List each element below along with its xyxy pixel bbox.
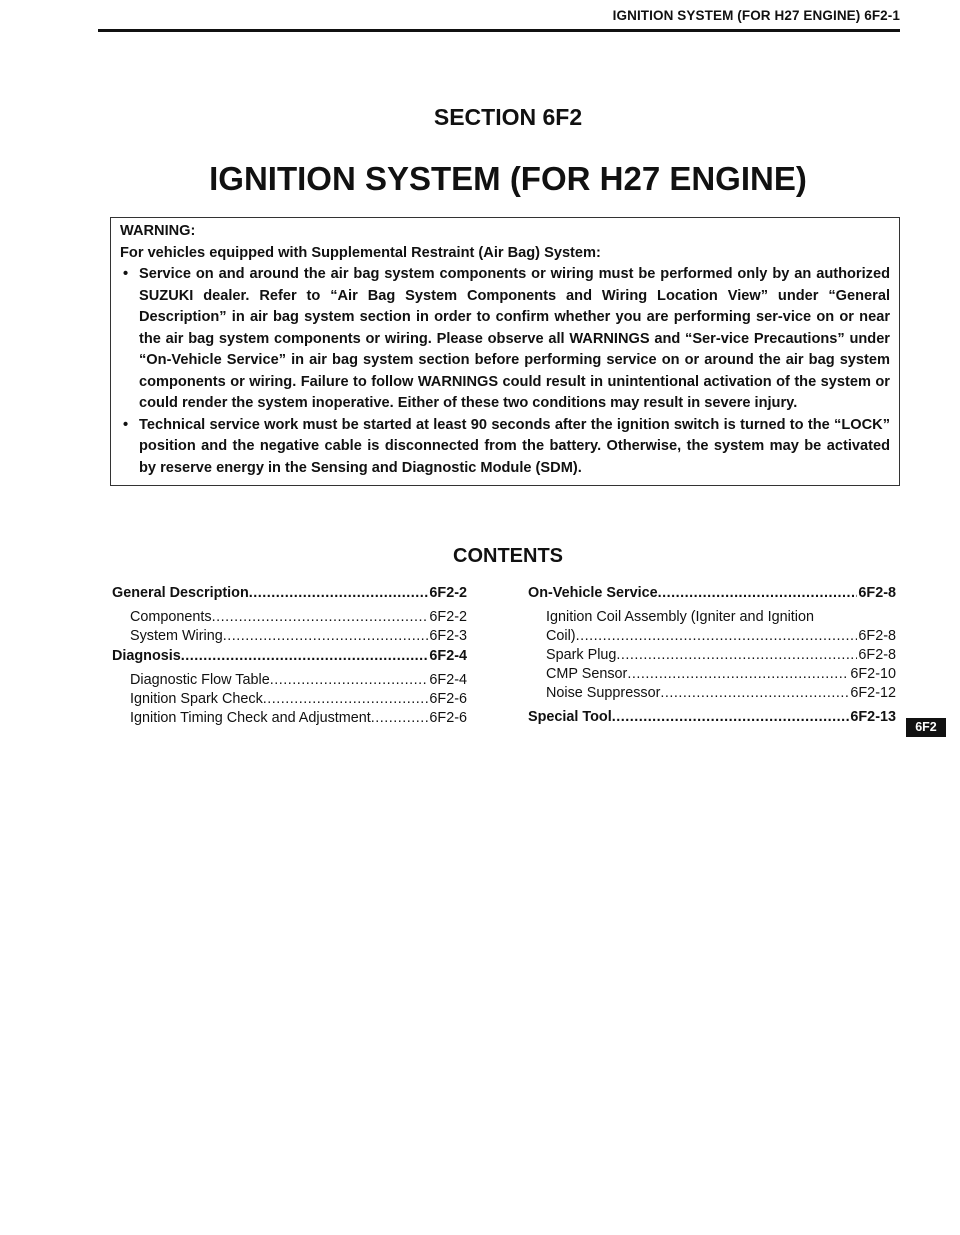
bullet-icon: • bbox=[123, 416, 129, 433]
toc-entry-title: Spark Plug bbox=[546, 647, 617, 663]
warning-item bbox=[120, 415, 890, 480]
toc-entry-title: General Description bbox=[112, 585, 249, 601]
toc-entry-noise-suppressor[interactable] bbox=[528, 684, 896, 703]
toc-entry-spark-plug[interactable] bbox=[528, 646, 896, 665]
warning-item-text: Service on and around the air bag system components or wiring must be performed only by an authorized SUZUKI dealer. Refer to “Air Bag System Components and Wiring Location View” under “General Description” in air bag system section in order to confirm whether you are performing ser-vice on or near the air bag system components or wiring. Please observe all WARNINGS and “Ser-vice Precautions” under “On-Vehicle Service” in air bag system section before performing service on or around the air bag system components or wiring. Failure to follow WARNINGS could result in unintentional activation of the system or could render the system inoperative. Either of these two conditions may result in severe injury. bbox=[139, 266, 890, 411]
toc-entry-general-description[interactable] bbox=[112, 584, 467, 603]
toc-entry-title: Diagnosis bbox=[112, 648, 181, 664]
toc-entry-ignition-timing-check[interactable] bbox=[112, 709, 467, 728]
toc-entry-ignition-coil-assembly-cont[interactable] bbox=[528, 627, 896, 646]
warning-heading: WARNING: bbox=[120, 223, 196, 239]
warning-box bbox=[110, 217, 900, 486]
page-title: IGNITION SYSTEM (FOR H27 ENGINE) bbox=[209, 160, 807, 197]
toc-entry-page: 6F2-2 bbox=[429, 585, 467, 601]
toc-leader bbox=[616, 646, 857, 665]
toc-leader bbox=[270, 671, 429, 690]
toc-entry-page: 6F2-4 bbox=[429, 648, 467, 664]
running-header: IGNITION SYSTEM (FOR H27 ENGINE) 6F2-1 bbox=[612, 8, 900, 23]
toc-entry-system-wiring[interactable] bbox=[112, 627, 467, 646]
toc-entry-title: Components bbox=[130, 609, 212, 625]
toc-leader bbox=[263, 690, 429, 709]
toc-entry-page: 6F2-8 bbox=[858, 647, 896, 663]
contents-heading: CONTENTS bbox=[453, 545, 563, 567]
toc-entry-title: Ignition Coil Assembly (Igniter and Ignition bbox=[546, 609, 814, 625]
toc-entry-title: System Wiring bbox=[130, 628, 223, 644]
section-tab-marker: 6F2 bbox=[906, 718, 946, 737]
toc-entry-page: 6F2-8 bbox=[858, 628, 896, 644]
warning-item bbox=[120, 264, 890, 415]
toc-leader bbox=[658, 584, 858, 603]
toc-entry-page: 6F2-8 bbox=[858, 585, 896, 601]
toc-entry-title: CMP Sensor bbox=[546, 666, 628, 682]
warning-intro: For vehicles equipped with Supplemental Restraint (Air Bag) System: bbox=[120, 244, 601, 261]
toc-leader bbox=[223, 627, 429, 646]
toc-entry-title: Noise Suppressor bbox=[546, 685, 661, 701]
toc-entry-title: On-Vehicle Service bbox=[528, 585, 658, 601]
toc-entry-page: 6F2-13 bbox=[850, 709, 896, 725]
toc-entry-components[interactable] bbox=[112, 608, 467, 627]
toc-leader bbox=[612, 708, 850, 727]
section-label: SECTION 6F2 bbox=[433, 104, 583, 130]
toc-entry-title: Ignition Spark Check bbox=[130, 691, 263, 707]
bullet-icon: • bbox=[123, 266, 129, 282]
toc-leader bbox=[181, 647, 429, 666]
toc-leader bbox=[627, 665, 849, 684]
toc-entry-ignition-coil-assembly[interactable] bbox=[528, 608, 896, 627]
toc-leader bbox=[371, 709, 429, 728]
toc-right-column bbox=[528, 584, 896, 727]
toc-entry-on-vehicle-service[interactable] bbox=[528, 584, 896, 603]
toc-entry-page: 6F2-10 bbox=[850, 666, 896, 682]
toc-entry-page: 6F2-3 bbox=[429, 628, 467, 644]
toc-entry-page: 6F2-6 bbox=[429, 710, 467, 726]
toc-entry-page: 6F2-12 bbox=[850, 685, 896, 701]
toc-leader bbox=[576, 627, 858, 646]
header-rule bbox=[98, 29, 900, 32]
toc-leader bbox=[249, 584, 429, 603]
toc-leader bbox=[660, 684, 849, 703]
warning-item-text: Technical service work must be started at least 90 seconds after the ignition switch is turned to the “LOCK” position and the negative cable is disconnected from the battery. Otherwise, the system may be activated by reserve energy in the Sensing and Diagnostic Module (SDM). bbox=[139, 416, 890, 476]
toc-entry-cmp-sensor[interactable] bbox=[528, 665, 896, 684]
toc-entry-special-tool[interactable] bbox=[528, 708, 896, 727]
toc-entry-page: 6F2-6 bbox=[429, 691, 467, 707]
toc-entry-title: Ignition Timing Check and Adjustment bbox=[130, 710, 371, 726]
toc-entry-page: 6F2-2 bbox=[429, 609, 467, 625]
toc-leader bbox=[212, 608, 429, 627]
toc-entry-page: 6F2-4 bbox=[429, 672, 467, 688]
toc-entry-title: Special Tool bbox=[528, 709, 612, 725]
toc-entry-diagnosis[interactable] bbox=[112, 647, 467, 666]
toc-entry-ignition-spark-check[interactable] bbox=[112, 690, 467, 709]
toc-entry-diagnostic-flow-table[interactable] bbox=[112, 671, 467, 690]
warning-list bbox=[120, 264, 890, 479]
toc-left-column bbox=[112, 584, 467, 728]
toc-entry-title-cont: Coil) bbox=[546, 628, 576, 644]
toc-entry-title: Diagnostic Flow Table bbox=[130, 672, 270, 688]
